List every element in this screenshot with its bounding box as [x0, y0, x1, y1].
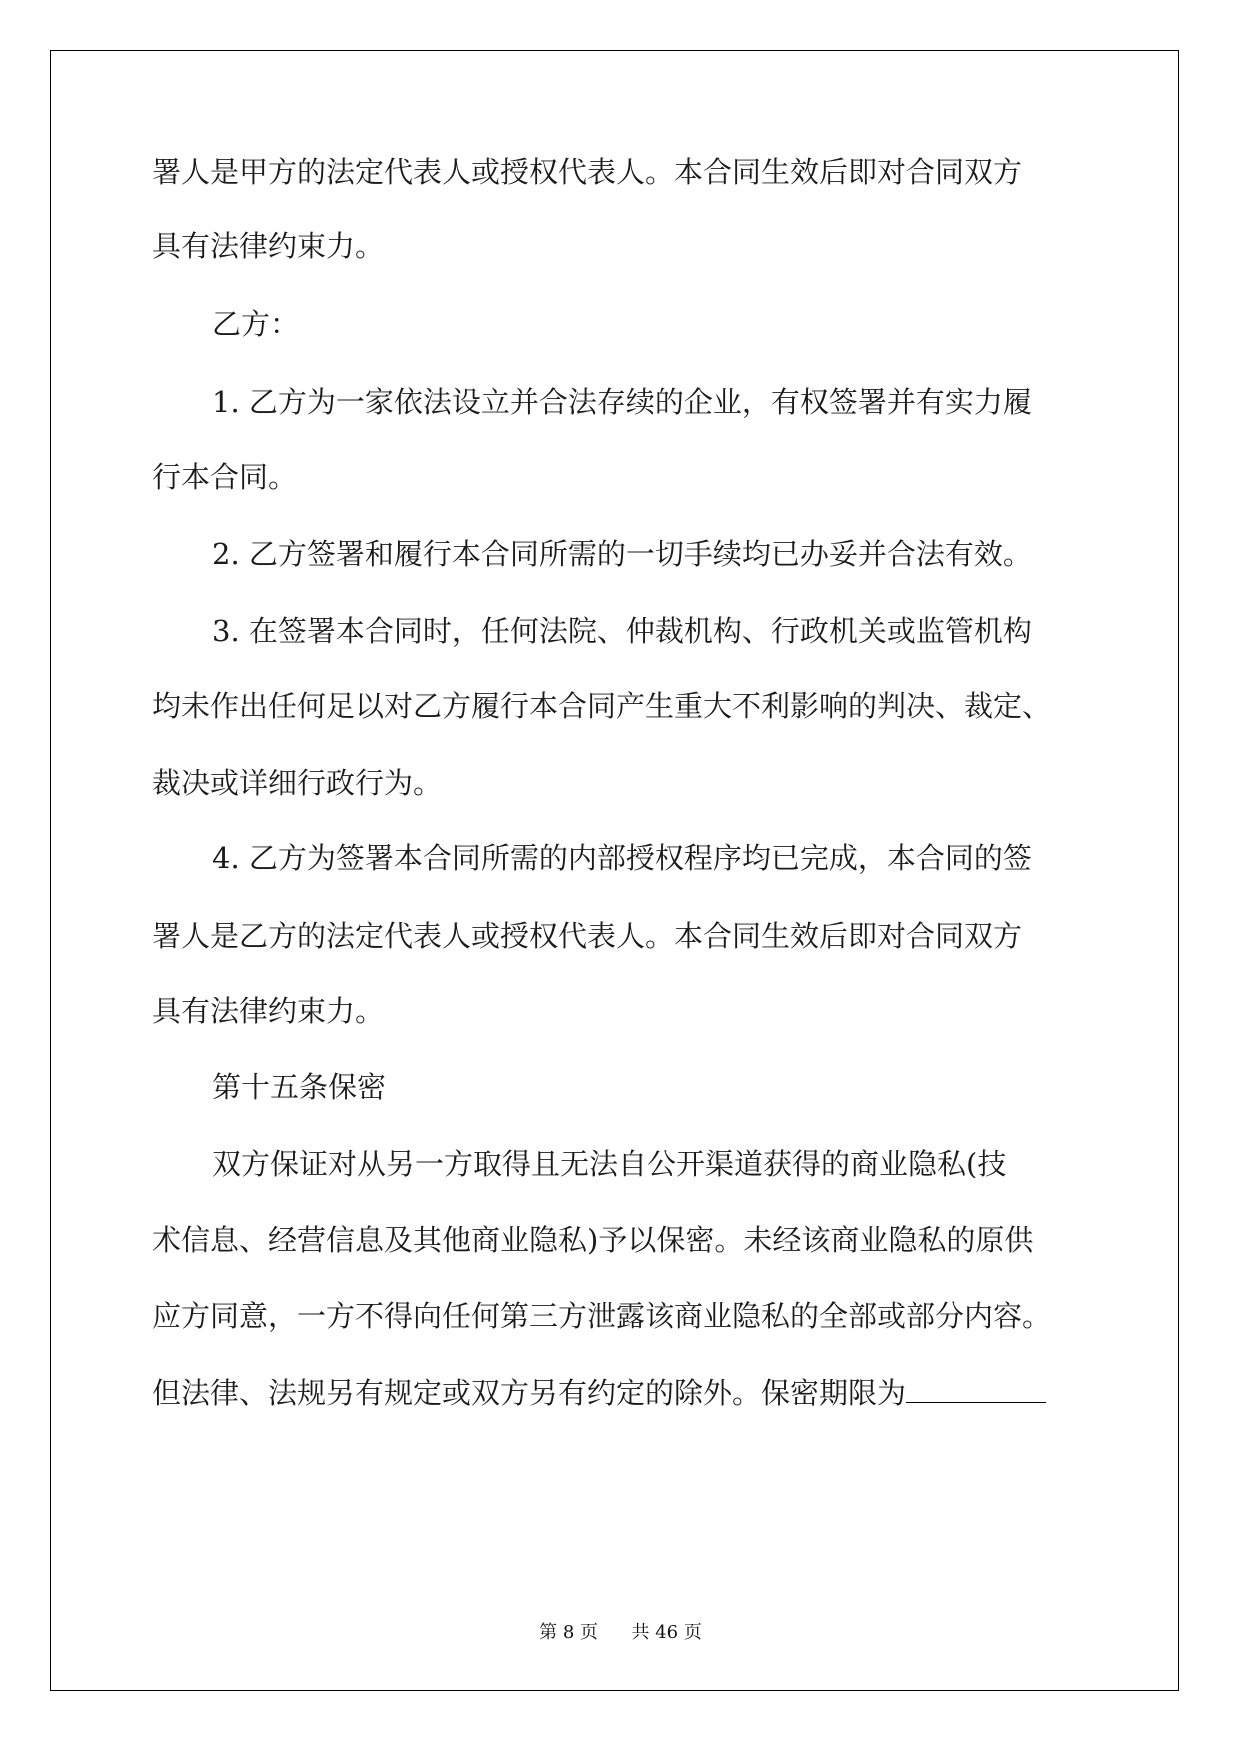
text-line: 行本合同。 [152, 460, 298, 494]
section-heading: 第十五条保密 [212, 1070, 387, 1104]
section-heading: 乙方： [212, 307, 300, 341]
text-line: 均未作出任何足以对乙方履行本合同产生重大不利影响的判决、裁定、 [152, 689, 1052, 723]
text-line: 具有法律约束力。 [152, 229, 385, 263]
blank-underline [906, 1378, 1046, 1403]
text-line: 应方同意，一方不得向任何第三方泄露该商业隐私的全部或部分内容。 [152, 1299, 1052, 1333]
text-line: 双方保证对从另一方取得且无法自公开渠道获得的商业隐私(技 [212, 1147, 1007, 1181]
text-line: 2. 乙方签署和履行本合同所需的一切手续均已办妥并合法有效。 [212, 537, 1032, 571]
text-line-last [152, 1378, 1092, 1408]
text-line: 4. 乙方为签署本合同所需的内部授权程序均已完成，本合同的签 [212, 841, 1032, 875]
text-line: 署人是乙方的法定代表人或授权代表人。本合同生效后即对合同双方 [152, 919, 1023, 953]
text-line: 1. 乙方为一家依法设立并合法存续的企业，有权签署并有实力履 [212, 385, 1032, 419]
text-line: 3. 在签署本合同时，任何法院、仲裁机构、行政机关或监管机构 [212, 614, 1032, 648]
text-line: 术信息、经营信息及其他商业隐私)予以保密。未经该商业隐私的原供 [152, 1223, 1034, 1257]
page-footer [0, 1618, 1241, 1644]
text-line: 署人是甲方的法定代表人或授权代表人。本合同生效后即对合同双方 [152, 155, 1023, 189]
page-number: 第 8 页 [539, 1622, 599, 1643]
page-total: 共 46 页 [631, 1622, 702, 1643]
text-line: 裁决或详细行政行为。 [152, 766, 443, 800]
text-line: 但法律、法规另有规定或双方另有约定的除外。保密期限为 [152, 1376, 907, 1410]
text-line: 具有法律约束力。 [152, 994, 385, 1028]
